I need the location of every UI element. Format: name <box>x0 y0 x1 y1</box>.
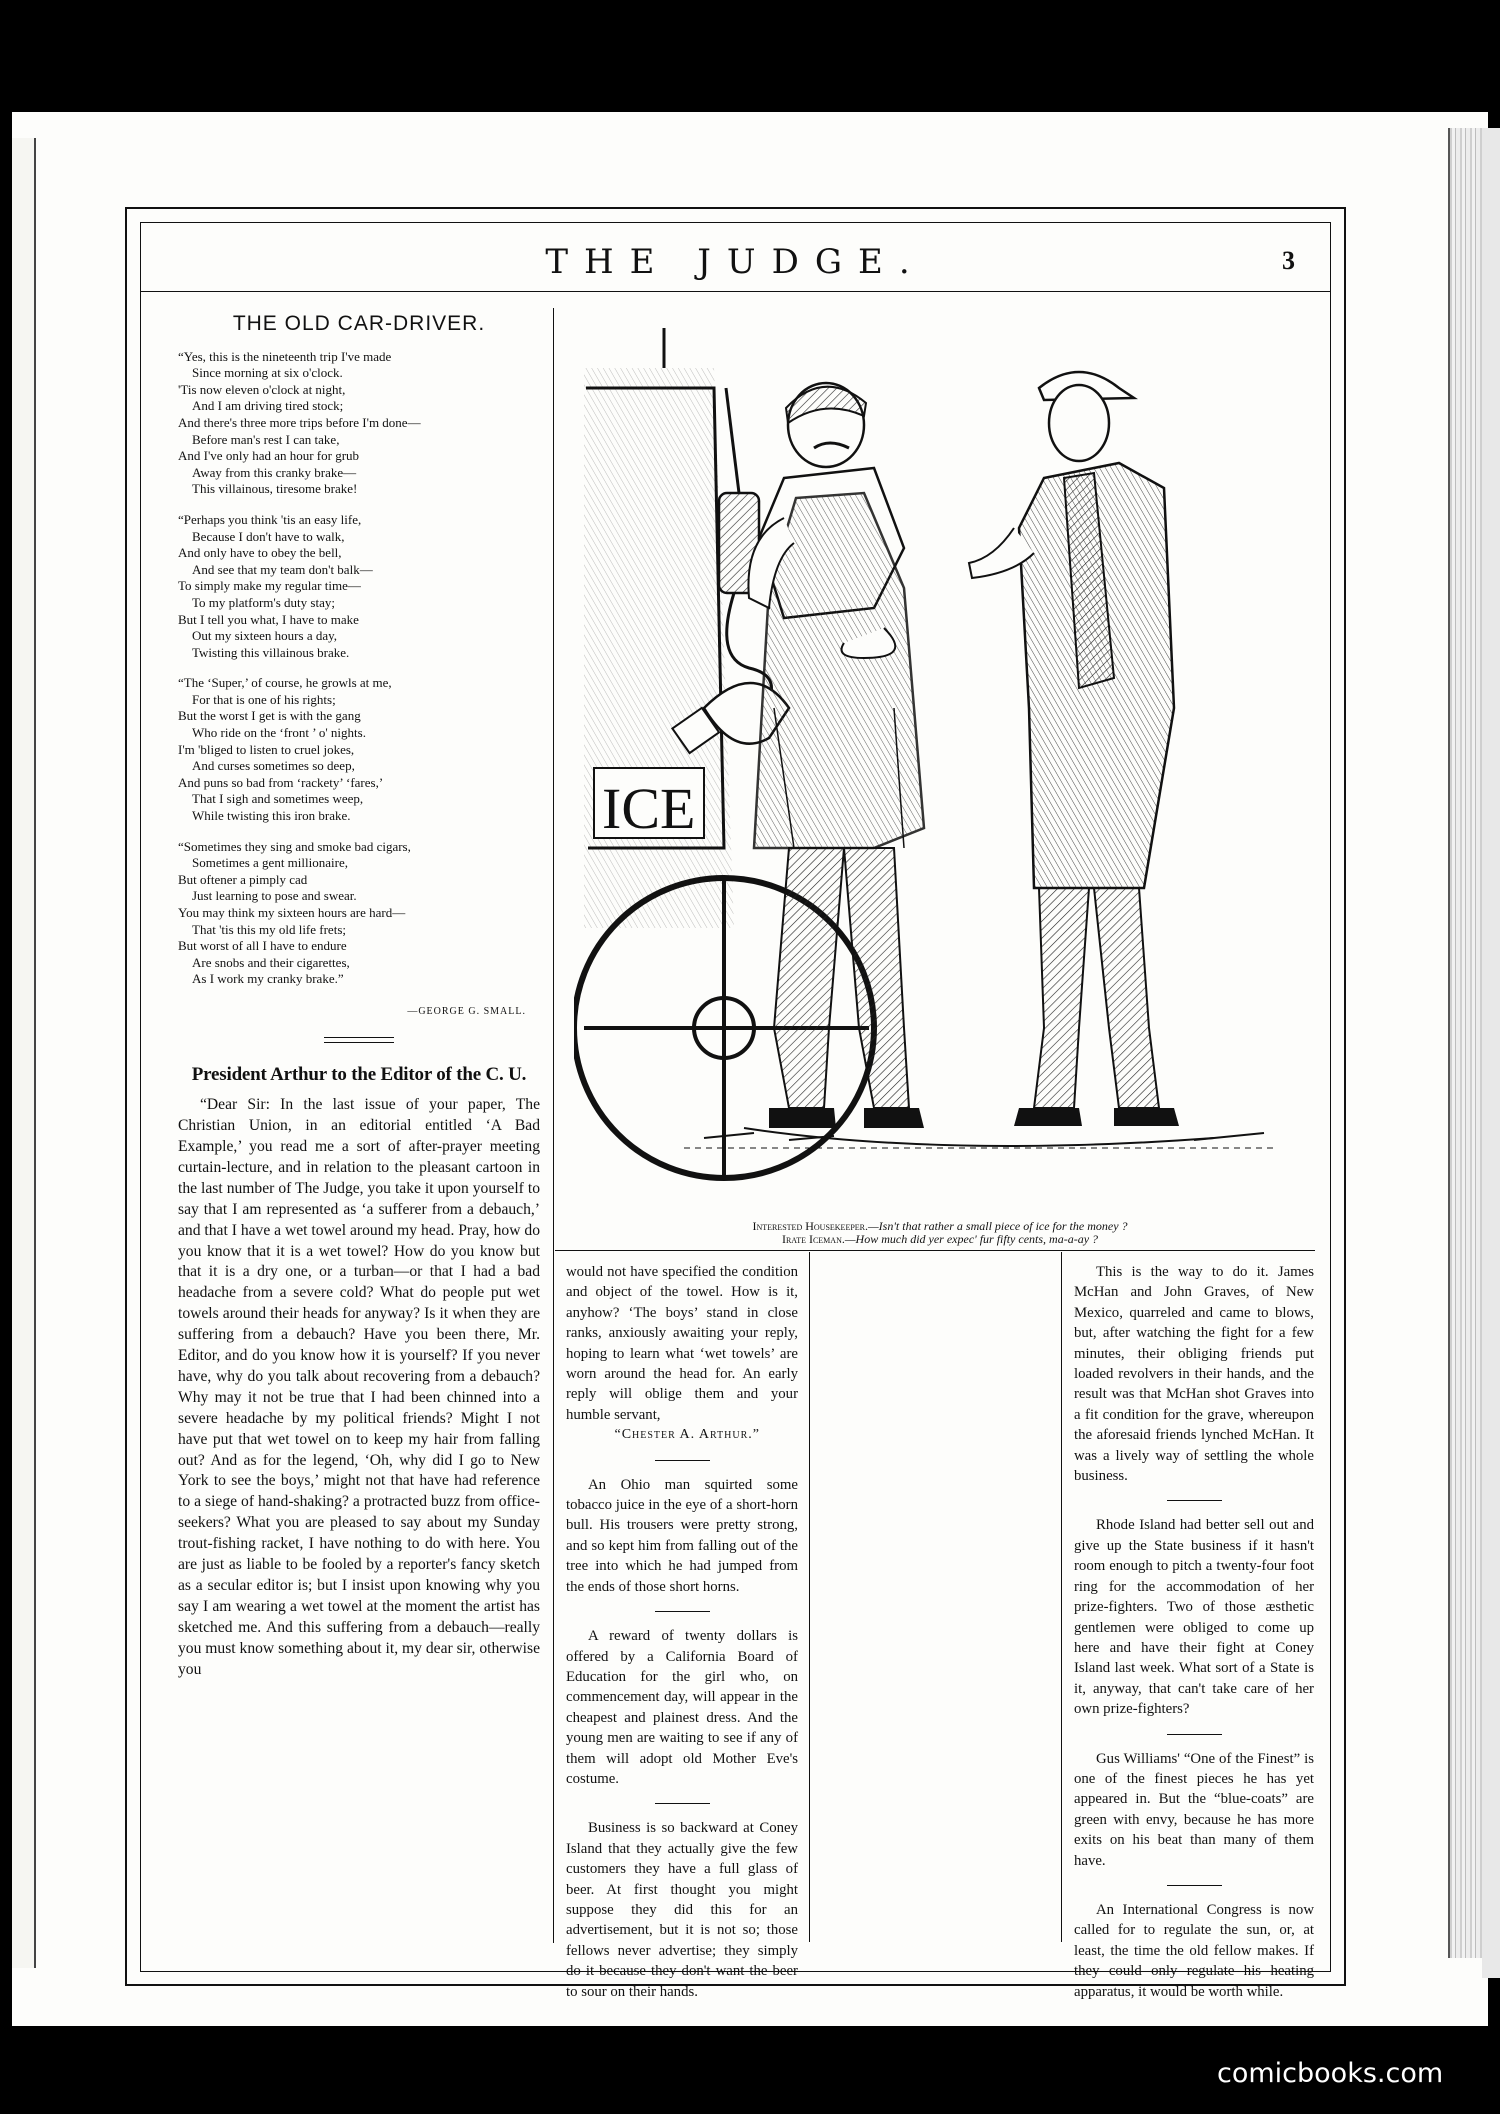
poem-line: Away from this cranky brake— <box>192 464 357 480</box>
news-paragraph: Business is so backward at Coney Island that they actually give the few customers they have a full glass of beer. At first thought you might suppose they did this for an advertisement, but it is not so; those fellows never advertise; they simply do it because they don't want the beer to sour on their hands. <box>566 1820 798 2000</box>
page-number: 3 <box>1282 246 1295 275</box>
poem-line: And I am driving tired stock; <box>192 398 344 414</box>
poem-line: But I tell you what, I have to make <box>178 611 359 627</box>
news-paragraph: An International Congress is now called for to regulate the sun, or, at least, the time the old fellow makes. If they could only regulate his heating apparatus, it would be worth while. <box>1074 1901 1314 2000</box>
poem-line: Out my sixteen hours a day, <box>192 628 338 644</box>
caption-line <box>560 1233 1320 1246</box>
poem-stanza <box>178 512 540 661</box>
item-divider <box>655 1803 710 1804</box>
left-page-edge <box>12 138 36 1968</box>
poem-line: To my platform's duty stay; <box>192 594 335 610</box>
letter-title: President Arthur to the Editor of the C. U. <box>191 1063 527 1085</box>
poem-stanza <box>178 675 540 824</box>
cartoon-illustration <box>574 328 1309 1208</box>
poem-line: Are snobs and their cigarettes, <box>192 954 350 970</box>
letter-body: “Dear Sir: In the last issue of your paper, The Christian Union, in an editorial entitled ‘A Bad Example,’ you read me a sort of after-prayer meeting curtain-lecture, and in relation to the pleasant cartoon in the last number of The Judge, you take it upon yourself to say that I am represented as ‘a sufferer from a debauch,’ and that I have a wet towel around my head. Pray, how do you know that it is a wet towel? How do you know but that it is a dry one, or a turban—or that I had a bad headache from a severe cold? What do people put wet towels around their heads for anyway? Is it when they are suffering from a debauch? Have you been there, Mr. Editor, and do you know how it is yourself? If you never have, why do you talk about recovering from a debauch? Why may it not be true that I had been chinned into a severe headache by my political friends? Might I not have put that wet towel on to keep my hair from falling out? And as for the legend, ‘Oh, why did I go to New York to see the boys,’ might not that have had reference to a siege of hand-shaking? a protracted buzz from office-seekers? What you are pleased to say about my Sunday trout-fishing racket, I have nothing to do with here. You are just as liable to be fooled by a reporter's fancy sketch as a secular editor is; but I insist upon knowing why you say I am wearing a wet towel at the moment the artist has sketched me. And this suffering from a debauch—really you must know something about it, my dear sir, otherwise you <box>178 1096 540 1678</box>
news-items <box>566 1460 798 2002</box>
poem-line: Twisting this villainous brake. <box>192 644 350 660</box>
item-divider <box>1167 1500 1222 1501</box>
poem-line: “Yes, this is the nineteenth trip I've made <box>178 348 392 364</box>
poem-line: I'm 'bliged to listen to cruel jokes, <box>178 741 355 757</box>
news-paragraph: Rhode Island had better sell out and give up the State business if it hasn't room enough to pitch a twenty-four foot ring for the accommodation of her prize-fighters. Two of those æsthetic gentlemen were obliged to come up here and have their fight at Coney Island last week. What sort of a State is it, anyway, that can't take care of her own prize-fighters? <box>1074 1517 1314 1718</box>
poem-line: Because I don't have to walk, <box>192 528 345 544</box>
poem-title: THE OLD CAR-DRIVER. <box>232 312 486 335</box>
masthead: THE JUDGE. <box>545 242 926 282</box>
caption-quote: —How much did yer expec' fur fifty cents, ma-a-ay ? <box>844 1232 1099 1246</box>
poem-line: To simply make my regular time— <box>178 578 361 594</box>
item-divider <box>1167 1734 1222 1735</box>
poem-line: This villainous, tiresome brake! <box>192 481 358 497</box>
poem-line: Sometimes a gent millionaire, <box>192 855 348 871</box>
poem-signature: —GEORGE G. SMALL. <box>407 1005 526 1017</box>
poem-line: You may think my sixteen hours are hard— <box>178 905 406 920</box>
poem-line: But the worst I get is with the gang <box>178 708 361 724</box>
poem-line: “The ‘Super,’ of course, he growls at me, <box>178 675 392 691</box>
poem-stanza <box>178 839 540 988</box>
poem-line: And curses sometimes so deep, <box>192 758 355 774</box>
caption-speaker: Interested Housekeeper. <box>752 1219 869 1233</box>
news-paragraph: Gus Williams' “One of the Finest” is one of the finest pieces he has yet appeared in. But the “blue-coats” are green with envy, because he has more exits on his beat than many of them have. <box>1074 1750 1314 1869</box>
poem-line: Just learning to pose and swear. <box>192 888 357 904</box>
news-items <box>1074 1262 1314 2002</box>
news-paragraph: An Ohio man squirted some tobacco juice in the eye of a short-horn bull. His trousers were pretty strong, and so kept him from falling out of the tree into which he had jumped from the ends of those short horns. <box>566 1476 798 1595</box>
binding-strip <box>1482 128 1500 1978</box>
poem-line: And there's three more trips before I'm done— <box>178 414 421 430</box>
poem-line: As I work my cranky brake.” <box>192 971 344 987</box>
cartoon-sign: ICE <box>602 776 696 841</box>
poem-line: That 'tis this my old life frets; <box>192 921 346 937</box>
poem-line: Before man's rest I can take, <box>192 431 340 447</box>
cartoon-bottom-rule <box>555 1250 1315 1251</box>
item-divider <box>655 1460 710 1461</box>
middle-column <box>566 1262 798 2002</box>
news-paragraph: This is the way to do it. James McHan and John Graves, of New Mexico, quarreled and came to blows, but, after watching the fight for a few minutes, their obliging friends put loaded revolvers in their hands, and the result was that McHan shot Graves into a fit condition for the grave, whereupon the aforesaid friends lynched McHan. It was a lively way of settling the whole business. <box>1074 1264 1314 1485</box>
poem-line: For that is one of his rights; <box>192 691 336 707</box>
poem-line: And see that my team don't balk— <box>192 561 373 577</box>
poem-line: But worst of all I have to endure <box>178 938 347 954</box>
letter-continued: would not have specified the condition and object of the towel. How is it, anyhow? ‘The boys’ stand in close ranks, anxiously awaiting your reply, hoping to learn what ‘wet towels’ are worn around the head for. An early reply will oblige them and your humble servant, <box>566 1264 798 1423</box>
item-divider <box>1167 1885 1222 1886</box>
masthead-rule <box>140 291 1331 292</box>
caption-speaker: Irate Iceman. <box>781 1232 845 1246</box>
section-divider <box>324 1037 394 1043</box>
item-divider <box>655 1611 710 1612</box>
poem-line: And only have to obey the bell, <box>178 545 342 561</box>
poem-line: Since morning at six o'clock. <box>192 365 343 381</box>
poem-line: “Perhaps you think 'tis an easy life, <box>178 511 362 527</box>
poem-line: 'Tis now eleven o'clock at night, <box>178 381 346 397</box>
poem-body <box>178 349 540 988</box>
poem-line: But oftener a pimply cad <box>178 871 308 887</box>
letter-signature: “Chester A. Arthur.” <box>614 1427 760 1443</box>
poem-line: And puns so bad from ‘rackety’ ‘fares,’ <box>178 774 384 790</box>
column-rule <box>553 308 554 1943</box>
poem-line: That I sigh and sometimes weep, <box>192 791 364 807</box>
poem-line: While twisting this iron brake. <box>192 808 351 824</box>
left-column <box>178 314 540 1681</box>
news-paragraph: A reward of twenty dollars is offered by a California Board of Education for the girl who, on commencement day, will appear in the cheapest and plainest dress. And the young men are waiting to see if any of them will adopt old Mother Eve's costume. <box>566 1628 798 1787</box>
watermark: comicbooks.com <box>1217 2058 1444 2089</box>
column-rule <box>1061 1252 1062 1942</box>
poem-line: And I've only had an hour for grub <box>178 448 360 464</box>
poem-line: Who ride on the ‘front ’ o' nights. <box>192 725 366 741</box>
right-column <box>1074 1262 1314 2002</box>
cartoon-caption <box>560 1220 1320 1246</box>
poem-stanza <box>178 349 540 498</box>
caption-quote: —Isn't that rather a small piece of ice for the money ? <box>868 1219 1128 1233</box>
column-rule <box>809 1252 810 1942</box>
poem-line: “Sometimes they sing and smoke bad cigars, <box>178 838 411 854</box>
